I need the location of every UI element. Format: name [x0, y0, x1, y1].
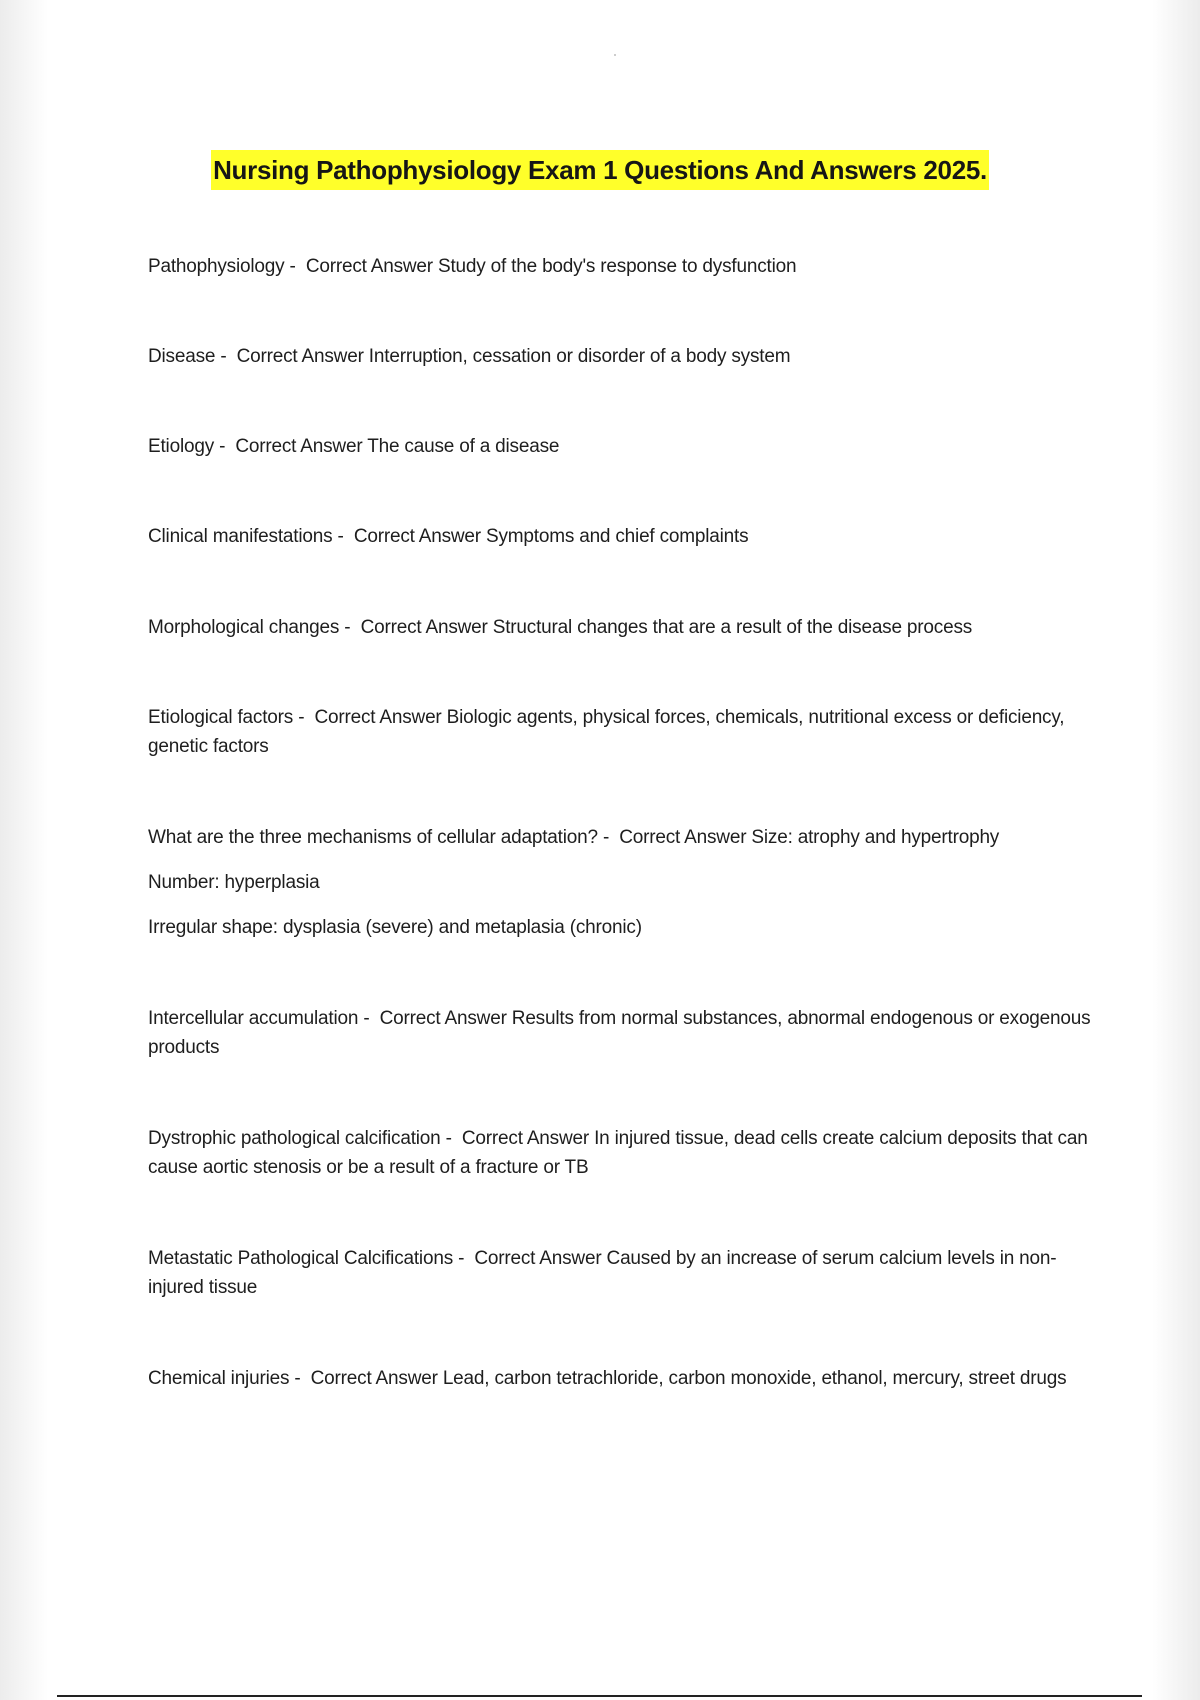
- qa-term: What are the three mechanisms of cellular adaptation?: [148, 827, 598, 848]
- qa-answer-label: Correct Answer: [353, 526, 481, 547]
- qa-item-dystrophic-calcification: Dystrophic pathological calcification - Correct Answer In injured tissue, dead cells create calcium deposits that can cause aortic stenosis or be a result of a fracture or TB: [148, 1128, 1088, 1178]
- qa-item-clinical-manifestations: Clinical manifestations - Correct Answer Symptoms and chief complaints: [148, 526, 749, 547]
- qa-answer-extra: Number: hyperplasia: [148, 872, 320, 893]
- qa-answer-label: Correct Answer: [360, 617, 488, 638]
- qa-answer: Lead, carbon tetrachloride, carbon monoxide, ethanol, mercury, street drugs: [442, 1368, 1067, 1389]
- document-title: Nursing Pathophysiology Exam 1 Questions And Answers 2025.: [211, 150, 989, 190]
- qa-answer-label: Correct Answer: [314, 707, 442, 728]
- qa-term: Pathophysiology: [148, 256, 285, 277]
- scan-speck: [614, 54, 616, 56]
- qa-answer-extra: Irregular shape: dysplasia (severe) and metaplasia (chronic): [148, 917, 642, 938]
- qa-answer: Symptoms and chief complaints: [485, 526, 749, 547]
- qa-answer-label: Correct Answer: [310, 1368, 438, 1389]
- qa-answer-label: Correct Answer: [461, 1128, 589, 1149]
- qa-term: Etiological factors: [148, 707, 294, 728]
- qa-answer: The cause of a disease: [367, 436, 560, 457]
- qa-answer-label: Correct Answer: [379, 1008, 507, 1029]
- qa-term: Intercellular accumulation: [148, 1008, 359, 1029]
- page-edge-shadow-left: [0, 0, 48, 1700]
- qa-answer-label: Correct Answer: [235, 436, 363, 457]
- qa-term: Disease: [148, 346, 216, 367]
- qa-item-pathophysiology: Pathophysiology - Correct Answer Study of the body's response to dysfunction: [148, 256, 797, 277]
- qa-answer: Study of the body's response to dysfunction: [437, 256, 797, 277]
- qa-answer-label: Correct Answer: [474, 1248, 602, 1269]
- qa-item-intercellular-accumulation: Intercellular accumulation - Correct Answer Results from normal substances, abnormal endogenous or exogenous products: [148, 1008, 1091, 1058]
- page-edge-shadow-right: [1152, 0, 1200, 1700]
- qa-term: Morphological changes: [148, 617, 340, 638]
- qa-answer-label: Correct Answer: [305, 256, 433, 277]
- qa-answer-label: Correct Answer: [619, 827, 747, 848]
- qa-item-metastatic-calcifications: Metastatic Pathological Calcifications - Correct Answer Caused by an increase of serum calcium levels in non-injured tissue: [148, 1248, 1057, 1298]
- qa-item-cellular-adaptation: What are the three mechanisms of cellular adaptation? - Correct Answer Size: atrophy and hypertrophy Number: hyperplasia Irregular shape: dysplasia (severe) and metaplasia (chronic): [148, 823, 1093, 942]
- qa-item-etiology: Etiology - Correct Answer The cause of a disease: [148, 436, 560, 457]
- qa-term: Metastatic Pathological Calcifications: [148, 1248, 453, 1269]
- qa-term: Dystrophic pathological calcification: [148, 1128, 441, 1149]
- qa-answer: Caused by an increase of serum calcium levels in non-injured tissue: [148, 1248, 1057, 1298]
- qa-answer: Interruption, cessation or disorder of a body system: [368, 346, 791, 367]
- bottom-rule: [57, 1695, 1142, 1697]
- qa-answer: Size: atrophy and hypertrophy: [751, 827, 1000, 848]
- qa-answer: Biologic agents, physical forces, chemicals, nutritional excess or deficiency, genetic factors: [148, 707, 1065, 757]
- qa-item-morphological-changes: Morphological changes - Correct Answer Structural changes that are a result of the disease process: [148, 617, 973, 638]
- qa-item-chemical-injuries: Chemical injuries - Correct Answer Lead, carbon tetrachloride, carbon monoxide, ethanol, mercury, street drugs: [148, 1368, 1067, 1389]
- qa-answer: In injured tissue, dead cells create calcium deposits that can cause aortic stenosis or be a result of a fracture or TB: [148, 1128, 1088, 1178]
- qa-item-disease: Disease - Correct Answer Interruption, cessation or disorder of a body system: [148, 346, 791, 367]
- qa-term: Chemical injuries: [148, 1368, 290, 1389]
- qa-answer: Structural changes that are a result of the disease process: [492, 617, 973, 638]
- qa-term: Etiology: [148, 436, 214, 457]
- qa-term: Clinical manifestations: [148, 526, 333, 547]
- qa-item-etiological-factors: Etiological factors - Correct Answer Biologic agents, physical forces, chemicals, nutritional excess or deficiency, genetic factors: [148, 707, 1065, 757]
- title-container: [0, 150, 1200, 190]
- qa-answer-label: Correct Answer: [236, 346, 364, 367]
- qa-answer: Results from normal substances, abnormal endogenous or exogenous products: [148, 1008, 1091, 1058]
